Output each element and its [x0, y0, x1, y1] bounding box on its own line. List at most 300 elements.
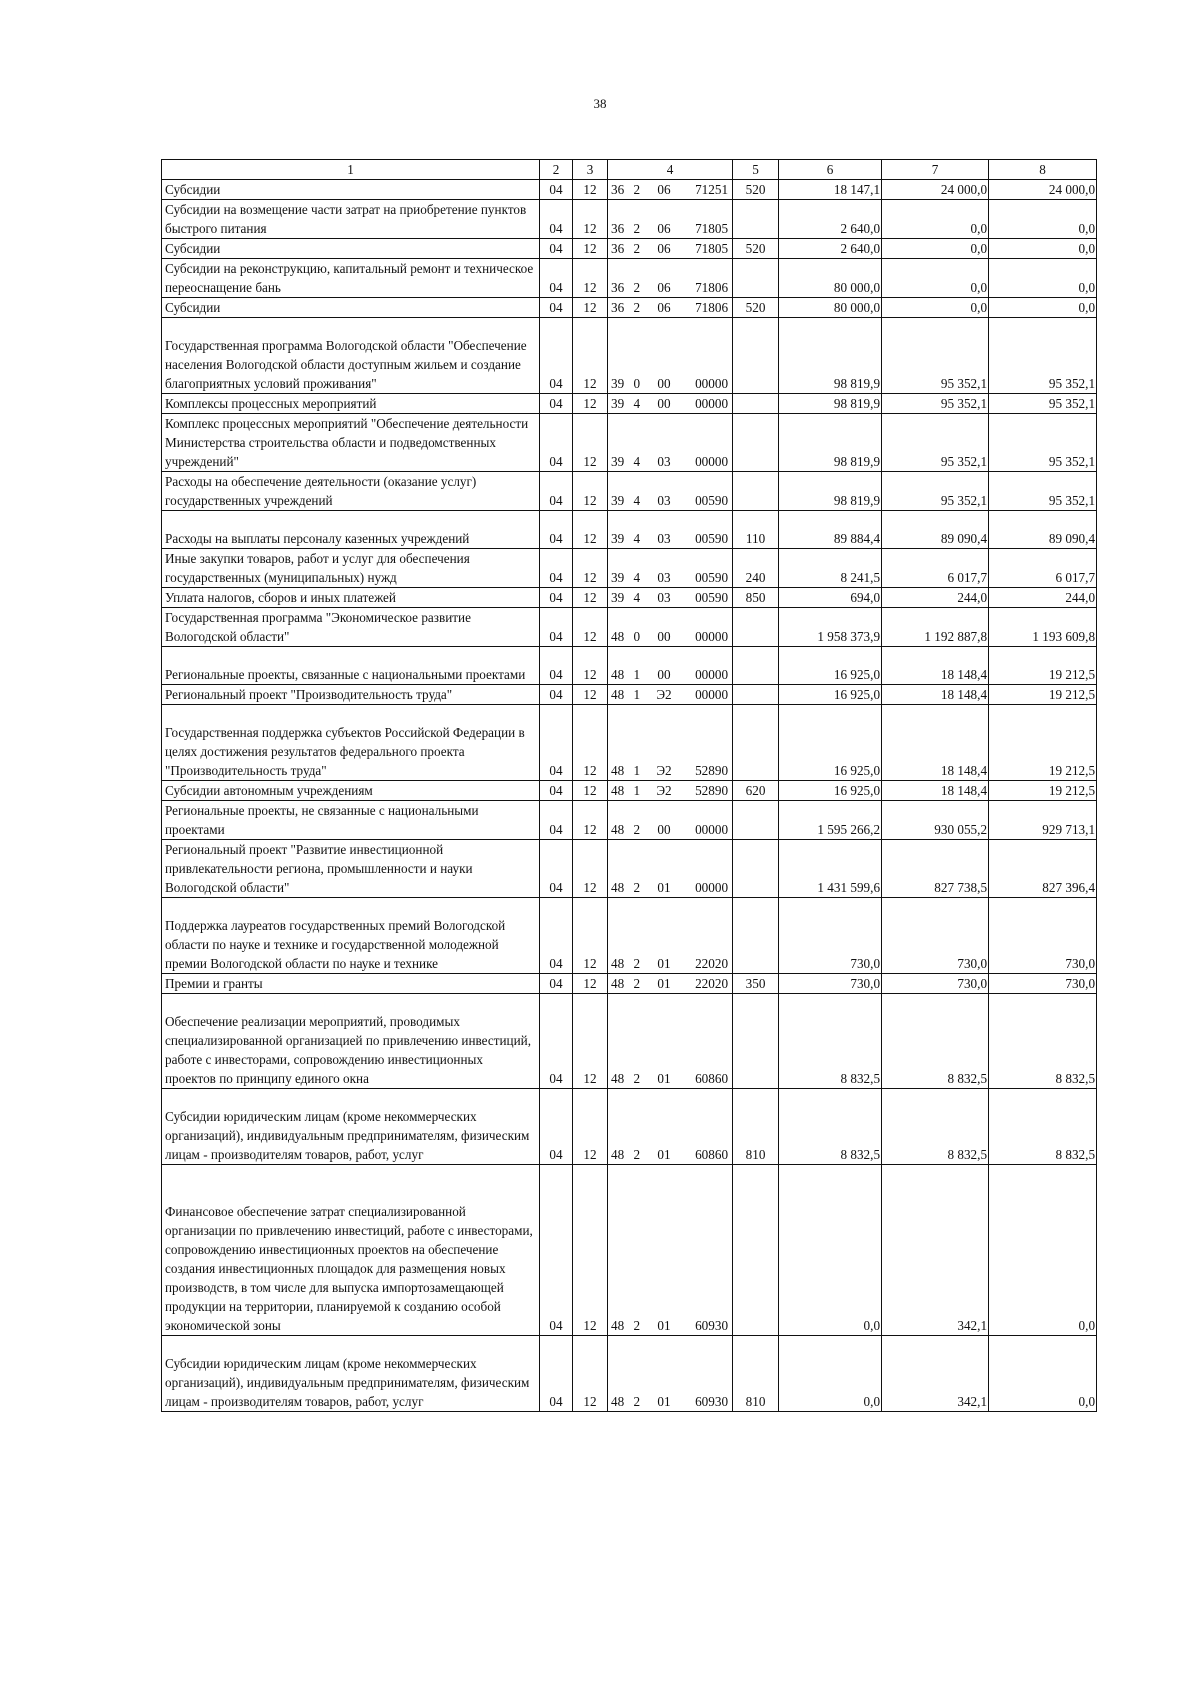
section-code-cell: 04 [540, 974, 573, 994]
header-cell: 2 [540, 160, 573, 180]
subprogram-code-cell: 4 [632, 588, 648, 608]
row-name-cell: Государственная программа Вологодской области "Обеспечение населения Вологодской области доступным жильем и создание благоприятных условий проживания" [162, 318, 540, 394]
amount-col6-cell: 16 925,0 [779, 685, 882, 705]
table-row [162, 685, 1097, 705]
direction-code-cell: 71251 [681, 180, 733, 200]
expense-type-cell: 110 [733, 511, 779, 549]
program-code-cell: 48 [608, 705, 632, 781]
expense-type-cell [733, 414, 779, 472]
amount-col7-cell: 95 352,1 [882, 394, 989, 414]
expense-type-cell: 520 [733, 180, 779, 200]
amount-col6-cell: 16 925,0 [779, 781, 882, 801]
subsection-code-cell: 12 [573, 180, 608, 200]
program-code-cell: 48 [608, 898, 632, 974]
amount-col8-cell: 0,0 [989, 1336, 1097, 1412]
row-name-cell: Субсидии на возмещение части затрат на приобретение пунктов быстрого питания [162, 200, 540, 239]
direction-code-cell: 00590 [681, 472, 733, 511]
expense-type-cell [733, 994, 779, 1089]
section-code-cell: 04 [540, 180, 573, 200]
amount-col8-cell: 6 017,7 [989, 549, 1097, 588]
project-code-cell: 01 [648, 1089, 681, 1165]
subprogram-code-cell: 2 [632, 200, 648, 239]
amount-col8-cell: 8 832,5 [989, 994, 1097, 1089]
row-name-cell: Государственная поддержка субъектов Российской Федерации в целях достижения результатов федерального проекта "Производительность труда" [162, 705, 540, 781]
row-name-cell: Уплата налогов, сборов и иных платежей [162, 588, 540, 608]
program-code-cell: 48 [608, 647, 632, 685]
row-name-cell: Субсидии автономным учреждениям [162, 781, 540, 801]
subprogram-code-cell: 2 [632, 1089, 648, 1165]
amount-col7-cell: 342,1 [882, 1165, 989, 1336]
section-code-cell: 04 [540, 781, 573, 801]
direction-code-cell: 00000 [681, 840, 733, 898]
direction-code-cell: 00000 [681, 608, 733, 647]
header-cell: 8 [989, 160, 1097, 180]
amount-col6-cell: 2 640,0 [779, 200, 882, 239]
direction-code-cell: 00000 [681, 685, 733, 705]
program-code-cell: 48 [608, 1165, 632, 1336]
section-code-cell: 04 [540, 840, 573, 898]
project-code-cell: 03 [648, 588, 681, 608]
direction-code-cell: 60860 [681, 994, 733, 1089]
amount-col6-cell: 8 832,5 [779, 1089, 882, 1165]
row-name-cell: Комплексы процессных мероприятий [162, 394, 540, 414]
subprogram-code-cell: 2 [632, 239, 648, 259]
subprogram-code-cell: 2 [632, 1165, 648, 1336]
row-name-cell: Субсидии [162, 180, 540, 200]
project-code-cell: 01 [648, 974, 681, 994]
direction-code-cell: 60860 [681, 1089, 733, 1165]
direction-code-cell: 71806 [681, 259, 733, 298]
section-code-cell: 04 [540, 898, 573, 974]
direction-code-cell: 71806 [681, 298, 733, 318]
amount-col6-cell: 18 147,1 [779, 180, 882, 200]
expense-type-cell [733, 705, 779, 781]
expense-type-cell [733, 840, 779, 898]
table-row [162, 259, 1097, 298]
row-name-cell: Субсидии [162, 298, 540, 318]
amount-col7-cell: 89 090,4 [882, 511, 989, 549]
program-code-cell: 39 [608, 394, 632, 414]
program-code-cell: 36 [608, 180, 632, 200]
expense-type-cell [733, 685, 779, 705]
amount-col7-cell: 0,0 [882, 239, 989, 259]
section-code-cell: 04 [540, 318, 573, 394]
subsection-code-cell: 12 [573, 781, 608, 801]
amount-col7-cell: 827 738,5 [882, 840, 989, 898]
table-row [162, 1165, 1097, 1336]
amount-col8-cell: 730,0 [989, 974, 1097, 994]
amount-col7-cell: 0,0 [882, 200, 989, 239]
direction-code-cell: 00590 [681, 588, 733, 608]
row-name-cell: Расходы на выплаты персоналу казенных учреждений [162, 511, 540, 549]
expense-type-cell: 520 [733, 298, 779, 318]
program-code-cell: 39 [608, 414, 632, 472]
subsection-code-cell: 12 [573, 1089, 608, 1165]
expense-type-cell [733, 394, 779, 414]
project-code-cell: 00 [648, 318, 681, 394]
direction-code-cell: 00000 [681, 647, 733, 685]
program-code-cell: 36 [608, 259, 632, 298]
project-code-cell: 00 [648, 801, 681, 840]
subprogram-code-cell: 4 [632, 472, 648, 511]
amount-col7-cell: 24 000,0 [882, 180, 989, 200]
project-code-cell: Э2 [648, 705, 681, 781]
subsection-code-cell: 12 [573, 298, 608, 318]
subsection-code-cell: 12 [573, 549, 608, 588]
amount-col7-cell: 730,0 [882, 974, 989, 994]
subsection-code-cell: 12 [573, 588, 608, 608]
budget-table [161, 159, 1097, 1412]
amount-col7-cell: 95 352,1 [882, 414, 989, 472]
header-cell: 7 [882, 160, 989, 180]
amount-col8-cell: 95 352,1 [989, 414, 1097, 472]
direction-code-cell: 52890 [681, 781, 733, 801]
expense-type-cell: 240 [733, 549, 779, 588]
expense-type-cell: 350 [733, 974, 779, 994]
amount-col7-cell: 8 832,5 [882, 1089, 989, 1165]
project-code-cell: 06 [648, 200, 681, 239]
subsection-code-cell: 12 [573, 685, 608, 705]
amount-col8-cell: 8 832,5 [989, 1089, 1097, 1165]
direction-code-cell: 00590 [681, 511, 733, 549]
section-code-cell: 04 [540, 511, 573, 549]
section-code-cell: 04 [540, 1165, 573, 1336]
project-code-cell: 01 [648, 994, 681, 1089]
section-code-cell: 04 [540, 239, 573, 259]
table-row [162, 414, 1097, 472]
program-code-cell: 48 [608, 994, 632, 1089]
expense-type-cell [733, 200, 779, 239]
subsection-code-cell: 12 [573, 318, 608, 394]
expense-type-cell: 620 [733, 781, 779, 801]
subprogram-code-cell: 2 [632, 974, 648, 994]
program-code-cell: 39 [608, 318, 632, 394]
amount-col8-cell: 95 352,1 [989, 318, 1097, 394]
subprogram-code-cell: 4 [632, 414, 648, 472]
direction-code-cell: 22020 [681, 898, 733, 974]
section-code-cell: 04 [540, 994, 573, 1089]
program-code-cell: 36 [608, 200, 632, 239]
amount-col7-cell: 18 148,4 [882, 647, 989, 685]
subsection-code-cell: 12 [573, 647, 608, 685]
amount-col8-cell: 19 212,5 [989, 685, 1097, 705]
row-name-cell: Государственная программа "Экономическое развитие Вологодской области" [162, 608, 540, 647]
expense-type-cell: 810 [733, 1336, 779, 1412]
direction-code-cell: 71805 [681, 239, 733, 259]
amount-col8-cell: 0,0 [989, 259, 1097, 298]
subprogram-code-cell: 2 [632, 259, 648, 298]
amount-col8-cell: 929 713,1 [989, 801, 1097, 840]
project-code-cell: 01 [648, 898, 681, 974]
expense-type-cell: 520 [733, 239, 779, 259]
subsection-code-cell: 12 [573, 472, 608, 511]
amount-col7-cell: 18 148,4 [882, 781, 989, 801]
expense-type-cell: 850 [733, 588, 779, 608]
subsection-code-cell: 12 [573, 608, 608, 647]
program-code-cell: 39 [608, 549, 632, 588]
amount-col6-cell: 80 000,0 [779, 259, 882, 298]
program-code-cell: 39 [608, 588, 632, 608]
amount-col6-cell: 730,0 [779, 974, 882, 994]
header-row [162, 160, 1097, 180]
subprogram-code-cell: 1 [632, 705, 648, 781]
amount-col8-cell: 95 352,1 [989, 394, 1097, 414]
section-code-cell: 04 [540, 705, 573, 781]
table-row [162, 1089, 1097, 1165]
table-row [162, 511, 1097, 549]
program-code-cell: 48 [608, 1336, 632, 1412]
amount-col7-cell: 18 148,4 [882, 705, 989, 781]
subprogram-code-cell: 2 [632, 1336, 648, 1412]
subprogram-code-cell: 2 [632, 898, 648, 974]
subprogram-code-cell: 0 [632, 318, 648, 394]
project-code-cell: 03 [648, 472, 681, 511]
amount-col7-cell: 95 352,1 [882, 472, 989, 511]
project-code-cell: 01 [648, 1336, 681, 1412]
row-name-cell: Региональные проекты, не связанные с национальными проектами [162, 801, 540, 840]
header-cell: 3 [573, 160, 608, 180]
project-code-cell: Э2 [648, 781, 681, 801]
amount-col8-cell: 19 212,5 [989, 647, 1097, 685]
section-code-cell: 04 [540, 801, 573, 840]
section-code-cell: 04 [540, 472, 573, 511]
direction-code-cell: 22020 [681, 974, 733, 994]
amount-col6-cell: 98 819,9 [779, 318, 882, 394]
project-code-cell: 06 [648, 239, 681, 259]
table-row [162, 472, 1097, 511]
program-code-cell: 48 [608, 608, 632, 647]
amount-col6-cell: 1 595 266,2 [779, 801, 882, 840]
amount-col7-cell: 244,0 [882, 588, 989, 608]
subprogram-code-cell: 2 [632, 840, 648, 898]
project-code-cell: 00 [648, 394, 681, 414]
section-code-cell: 04 [540, 394, 573, 414]
direction-code-cell: 00590 [681, 549, 733, 588]
subsection-code-cell: 12 [573, 1165, 608, 1336]
amount-col8-cell: 89 090,4 [989, 511, 1097, 549]
header-cell: 6 [779, 160, 882, 180]
program-code-cell: 48 [608, 685, 632, 705]
row-name-cell: Региональный проект "Развитие инвестиционной привлекательности региона, промышленности и науки Вологодской области" [162, 840, 540, 898]
table-row [162, 898, 1097, 974]
amount-col7-cell: 342,1 [882, 1336, 989, 1412]
table-row [162, 200, 1097, 239]
subsection-code-cell: 12 [573, 994, 608, 1089]
amount-col6-cell: 0,0 [779, 1165, 882, 1336]
project-code-cell: 06 [648, 180, 681, 200]
amount-col6-cell: 98 819,9 [779, 472, 882, 511]
row-name-cell: Комплекс процессных мероприятий "Обеспечение деятельности Министерства строительства области и подведомственных учреждений" [162, 414, 540, 472]
direction-code-cell: 60930 [681, 1336, 733, 1412]
amount-col8-cell: 730,0 [989, 898, 1097, 974]
amount-col6-cell: 694,0 [779, 588, 882, 608]
direction-code-cell: 00000 [681, 318, 733, 394]
expense-type-cell [733, 1165, 779, 1336]
expense-type-cell [733, 259, 779, 298]
subsection-code-cell: 12 [573, 414, 608, 472]
project-code-cell: 03 [648, 414, 681, 472]
section-code-cell: 04 [540, 259, 573, 298]
row-name-cell: Иные закупки товаров, работ и услуг для обеспечения государственных (муниципальных) нужд [162, 549, 540, 588]
subsection-code-cell: 12 [573, 511, 608, 549]
amount-col6-cell: 8 241,5 [779, 549, 882, 588]
project-code-cell: 01 [648, 840, 681, 898]
amount-col7-cell: 730,0 [882, 898, 989, 974]
row-name-cell: Субсидии юридическим лицам (кроме некоммерческих организаций), индивидуальным предпринимателям, физическим лицам - производителям товаров, работ, услуг [162, 1336, 540, 1412]
table-row [162, 588, 1097, 608]
table-row [162, 608, 1097, 647]
amount-col8-cell: 19 212,5 [989, 705, 1097, 781]
amount-col8-cell: 244,0 [989, 588, 1097, 608]
project-code-cell: 06 [648, 259, 681, 298]
amount-col6-cell: 16 925,0 [779, 647, 882, 685]
direction-code-cell: 00000 [681, 414, 733, 472]
subsection-code-cell: 12 [573, 974, 608, 994]
project-code-cell: 03 [648, 549, 681, 588]
direction-code-cell: 52890 [681, 705, 733, 781]
expense-type-cell [733, 318, 779, 394]
subprogram-code-cell: 1 [632, 647, 648, 685]
row-name-cell: Региональный проект "Производительность труда" [162, 685, 540, 705]
section-code-cell: 04 [540, 685, 573, 705]
program-code-cell: 48 [608, 801, 632, 840]
project-code-cell: 01 [648, 1165, 681, 1336]
project-code-cell: 03 [648, 511, 681, 549]
project-code-cell: Э2 [648, 685, 681, 705]
program-code-cell: 39 [608, 511, 632, 549]
amount-col6-cell: 1 431 599,6 [779, 840, 882, 898]
amount-col8-cell: 1 193 609,8 [989, 608, 1097, 647]
table-row [162, 781, 1097, 801]
row-name-cell: Поддержка лауреатов государственных премий Вологодской области по науке и технике и государственной молодежной премии Вологодской области по науке и технике [162, 898, 540, 974]
direction-code-cell: 71805 [681, 200, 733, 239]
amount-col6-cell: 89 884,4 [779, 511, 882, 549]
amount-col8-cell: 95 352,1 [989, 472, 1097, 511]
table-row [162, 705, 1097, 781]
program-code-cell: 36 [608, 239, 632, 259]
expense-type-cell [733, 898, 779, 974]
table-row [162, 1336, 1097, 1412]
subprogram-code-cell: 4 [632, 511, 648, 549]
table-row [162, 180, 1097, 200]
amount-col6-cell: 2 640,0 [779, 239, 882, 259]
amount-col7-cell: 0,0 [882, 298, 989, 318]
table-row [162, 801, 1097, 840]
subprogram-code-cell: 2 [632, 298, 648, 318]
amount-col7-cell: 0,0 [882, 259, 989, 298]
amount-col7-cell: 1 192 887,8 [882, 608, 989, 647]
row-name-cell: Обеспечение реализации мероприятий, проводимых специализированной организацией по привлечению инвестиций, работе с инвесторами, сопровождению инвестиционных проектов по принципу единого окна [162, 994, 540, 1089]
subprogram-code-cell: 4 [632, 549, 648, 588]
direction-code-cell: 00000 [681, 801, 733, 840]
program-code-cell: 48 [608, 974, 632, 994]
amount-col8-cell: 24 000,0 [989, 180, 1097, 200]
table-row [162, 974, 1097, 994]
subsection-code-cell: 12 [573, 394, 608, 414]
project-code-cell: 00 [648, 608, 681, 647]
subsection-code-cell: 12 [573, 1336, 608, 1412]
subprogram-code-cell: 2 [632, 801, 648, 840]
amount-col7-cell: 18 148,4 [882, 685, 989, 705]
table-row [162, 394, 1097, 414]
amount-col6-cell: 80 000,0 [779, 298, 882, 318]
program-code-cell: 39 [608, 472, 632, 511]
amount-col6-cell: 16 925,0 [779, 705, 882, 781]
program-code-cell: 36 [608, 298, 632, 318]
expense-type-cell: 810 [733, 1089, 779, 1165]
subsection-code-cell: 12 [573, 200, 608, 239]
subsection-code-cell: 12 [573, 259, 608, 298]
table-row [162, 239, 1097, 259]
subsection-code-cell: 12 [573, 801, 608, 840]
expense-type-cell [733, 472, 779, 511]
table-row [162, 318, 1097, 394]
amount-col8-cell: 827 396,4 [989, 840, 1097, 898]
subprogram-code-cell: 0 [632, 608, 648, 647]
section-code-cell: 04 [540, 647, 573, 685]
subprogram-code-cell: 1 [632, 781, 648, 801]
amount-col7-cell: 8 832,5 [882, 994, 989, 1089]
row-name-cell: Региональные проекты, связанные с национальными проектами [162, 647, 540, 685]
amount-col8-cell: 0,0 [989, 200, 1097, 239]
amount-col6-cell: 8 832,5 [779, 994, 882, 1089]
row-name-cell: Субсидии юридическим лицам (кроме некоммерческих организаций), индивидуальным предпринимателям, физическим лицам - производителям товаров, работ, услуг [162, 1089, 540, 1165]
amount-col6-cell: 1 958 373,9 [779, 608, 882, 647]
subsection-code-cell: 12 [573, 705, 608, 781]
table-row [162, 298, 1097, 318]
row-name-cell: Расходы на обеспечение деятельности (оказание услуг) государственных учреждений [162, 472, 540, 511]
project-code-cell: 00 [648, 647, 681, 685]
table-row [162, 994, 1097, 1089]
subsection-code-cell: 12 [573, 840, 608, 898]
expense-type-cell [733, 608, 779, 647]
section-code-cell: 04 [540, 549, 573, 588]
project-code-cell: 06 [648, 298, 681, 318]
expense-type-cell [733, 801, 779, 840]
subprogram-code-cell: 2 [632, 180, 648, 200]
table-row [162, 549, 1097, 588]
amount-col7-cell: 95 352,1 [882, 318, 989, 394]
amount-col7-cell: 930 055,2 [882, 801, 989, 840]
row-name-cell: Субсидии [162, 239, 540, 259]
section-code-cell: 04 [540, 298, 573, 318]
section-code-cell: 04 [540, 608, 573, 647]
subsection-code-cell: 12 [573, 898, 608, 974]
program-code-cell: 48 [608, 1089, 632, 1165]
table-row [162, 840, 1097, 898]
subsection-code-cell: 12 [573, 239, 608, 259]
amount-col8-cell: 0,0 [989, 298, 1097, 318]
row-name-cell: Субсидии на реконструкцию, капитальный ремонт и техническое переоснащение бань [162, 259, 540, 298]
section-code-cell: 04 [540, 588, 573, 608]
section-code-cell: 04 [540, 1089, 573, 1165]
section-code-cell: 04 [540, 200, 573, 239]
header-cell: 5 [733, 160, 779, 180]
row-name-cell: Финансовое обеспечение затрат специализированной организации по привлечению инвестиций, работе с инвесторами, сопровождению инвестиционных проектов на обеспечение создания инвестиционных площадок для размещения новых производств, в том числе для выпуска импортозамещающей продукции на территории, планируемой к созданию особой экономической зоны [162, 1165, 540, 1336]
subprogram-code-cell: 4 [632, 394, 648, 414]
amount-col6-cell: 98 819,9 [779, 394, 882, 414]
page-number: 38 [593, 96, 607, 111]
amount-col7-cell: 6 017,7 [882, 549, 989, 588]
row-name-cell: Премии и гранты [162, 974, 540, 994]
amount-col6-cell: 0,0 [779, 1336, 882, 1412]
amount-col8-cell: 19 212,5 [989, 781, 1097, 801]
section-code-cell: 04 [540, 1336, 573, 1412]
amount-col6-cell: 730,0 [779, 898, 882, 974]
header-cell: 1 [162, 160, 540, 180]
subprogram-code-cell: 1 [632, 685, 648, 705]
program-code-cell: 48 [608, 840, 632, 898]
